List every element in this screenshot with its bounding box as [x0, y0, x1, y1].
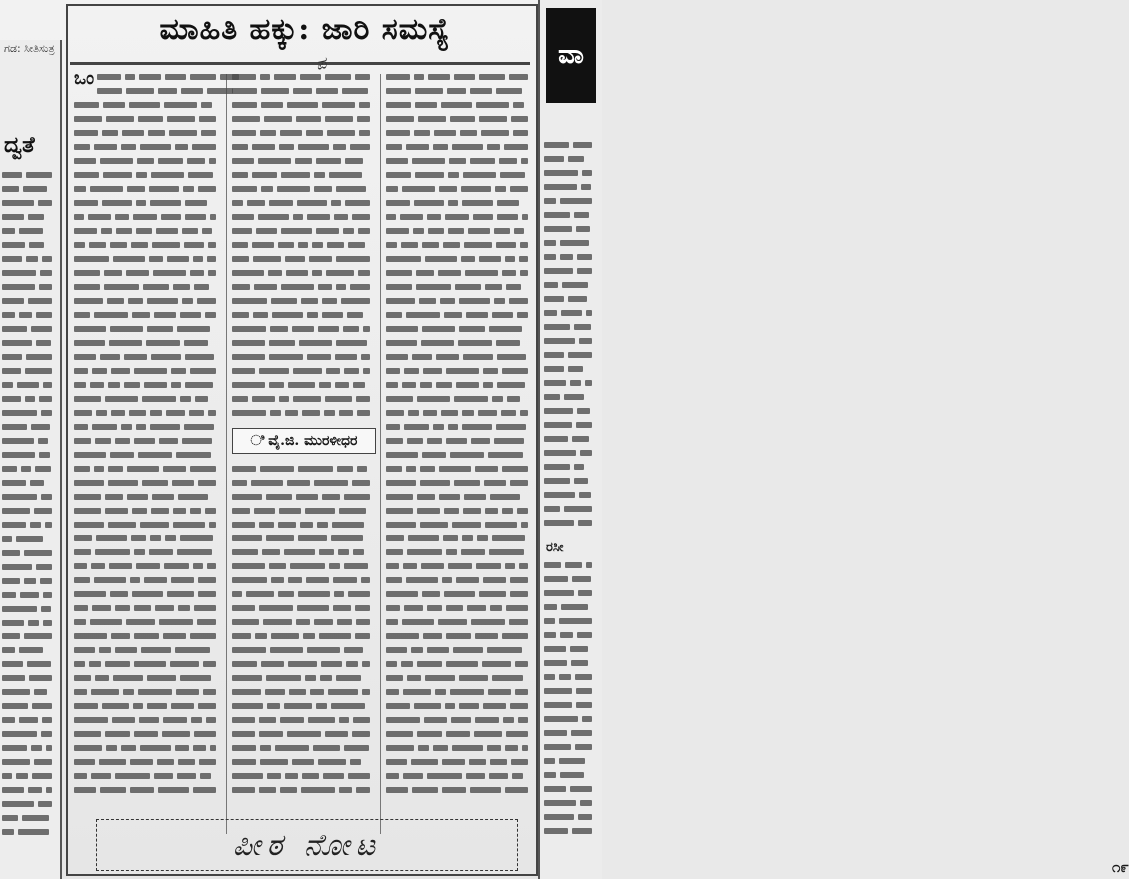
text-line: [544, 672, 598, 683]
text-line: [544, 560, 598, 571]
text-line: [74, 114, 222, 125]
text-line: [2, 366, 58, 377]
text-line: [232, 547, 380, 558]
text-line: [232, 757, 380, 768]
text-line: [544, 252, 598, 263]
text-line: [386, 394, 534, 405]
text-line: [74, 128, 222, 139]
text-line: [544, 448, 598, 459]
text-line: [2, 799, 58, 810]
text-line: [544, 658, 598, 669]
text-line: [544, 294, 598, 305]
right-column-tab: ವಾ: [546, 8, 596, 103]
text-line: [232, 631, 380, 642]
text-line: [232, 226, 380, 237]
text-line: [2, 170, 58, 181]
text-line: [74, 240, 222, 251]
text-line: [386, 268, 534, 279]
text-line: [74, 575, 222, 586]
footer-banner: ಪೀಠ ನೋಟ: [96, 819, 518, 871]
text-line: [232, 617, 380, 628]
text-line: [544, 462, 598, 473]
text-line: [386, 715, 534, 726]
text-line: [386, 673, 534, 684]
text-line: [232, 100, 380, 111]
text-line: [2, 604, 58, 615]
text-line: [386, 547, 534, 558]
text-line: [386, 380, 534, 391]
text-line: [232, 506, 380, 517]
text-line: [2, 673, 58, 684]
text-line: [232, 142, 380, 153]
page-number: ೧೯: [1112, 858, 1129, 876]
byline-name: ವೈ.ಜಿ. ಮುರಳೀಧರ: [268, 433, 358, 449]
text-line: [386, 701, 534, 712]
column-divider: [380, 74, 381, 834]
text-line: [232, 715, 380, 726]
text-line: [232, 114, 380, 125]
text-line: [74, 338, 222, 349]
text-line: [232, 603, 380, 614]
text-line: [2, 352, 58, 363]
text-line: [74, 617, 222, 628]
right-column-heading: ರಸೀ: [546, 540, 564, 555]
text-line: [74, 561, 222, 572]
text-line: [386, 492, 534, 503]
text-line: [232, 128, 380, 139]
text-line: [232, 533, 380, 544]
text-line: [544, 728, 598, 739]
text-line: [232, 785, 380, 796]
text-line: [544, 280, 598, 291]
text-line: [2, 226, 58, 237]
text-line: [386, 72, 534, 83]
text-line: [386, 785, 534, 796]
text-line: [386, 86, 534, 97]
text-line: [386, 659, 534, 670]
headline-rule: [70, 62, 530, 65]
text-line: [386, 142, 534, 153]
text-line: [544, 616, 598, 627]
text-line: [2, 408, 58, 419]
text-line: [74, 687, 222, 698]
text-line: [544, 350, 598, 361]
text-line: [386, 114, 534, 125]
left-column-header: ಗಡ: ಸೀತಿಸುತ್ರ: [4, 42, 55, 55]
text-line: [232, 729, 380, 740]
text-line: [544, 182, 598, 193]
text-line: [386, 533, 534, 544]
text-line: [74, 226, 222, 237]
text-line: [386, 408, 534, 419]
text-line: [2, 450, 58, 461]
text-line: [544, 700, 598, 711]
text-line: [386, 226, 534, 237]
text-line: [232, 268, 380, 279]
text-line: [232, 338, 380, 349]
text-line: [2, 520, 58, 531]
text-line: [2, 729, 58, 740]
text-line: [74, 296, 222, 307]
text-line: [386, 729, 534, 740]
text-line: [2, 631, 58, 642]
text-line: [544, 490, 598, 501]
text-line: [386, 757, 534, 768]
text-line: [386, 156, 534, 167]
text-line: [74, 422, 222, 433]
text-line: [2, 394, 58, 405]
text-line: [2, 436, 58, 447]
text-line: [74, 86, 222, 97]
text-line: [2, 212, 58, 223]
text-line: [386, 422, 534, 433]
text-line: [2, 268, 58, 279]
text-line: [2, 813, 58, 824]
text-line: [232, 701, 380, 712]
text-line: [2, 827, 58, 838]
text-line: [386, 296, 534, 307]
text-line: [232, 184, 380, 195]
text-line: [544, 770, 598, 781]
text-line: [544, 238, 598, 249]
text-line: [386, 589, 534, 600]
text-line: [74, 673, 222, 684]
text-line: [386, 310, 534, 321]
text-line: [232, 380, 380, 391]
text-line: [386, 631, 534, 642]
text-line: [232, 687, 380, 698]
text-line: [232, 464, 380, 475]
text-line: [386, 645, 534, 656]
text-line: [2, 296, 58, 307]
text-line: [74, 603, 222, 614]
text-line: [74, 478, 222, 489]
text-line: [232, 296, 380, 307]
text-line: [386, 464, 534, 475]
text-line: [74, 520, 222, 531]
text-line: [74, 506, 222, 517]
text-line: [386, 100, 534, 111]
text-line: [232, 771, 380, 782]
text-line: [386, 366, 534, 377]
column-divider: [226, 74, 227, 834]
text-line: [2, 548, 58, 559]
text-line: [544, 154, 598, 165]
text-line: [386, 198, 534, 209]
text-line: [232, 743, 380, 754]
article: [66, 4, 536, 879]
right-column-text: [544, 140, 598, 532]
text-line: [74, 170, 222, 181]
text-line: [2, 645, 58, 656]
text-line: [232, 352, 380, 363]
text-line: [544, 196, 598, 207]
text-line: [544, 392, 598, 403]
byline-box: [232, 428, 376, 454]
text-line: [232, 72, 380, 83]
text-line: [232, 282, 380, 293]
text-line: [544, 322, 598, 333]
text-line: [74, 282, 222, 293]
text-line: [74, 729, 222, 740]
text-line: [2, 422, 58, 433]
text-line: [2, 478, 58, 489]
text-line: [2, 701, 58, 712]
text-line: [544, 406, 598, 417]
handwritten-mark: ಪ: [314, 53, 329, 74]
text-line: [386, 184, 534, 195]
text-line: [74, 366, 222, 377]
text-line: [2, 534, 58, 545]
text-line: [2, 240, 58, 251]
text-line: [2, 771, 58, 782]
text-line: [2, 324, 58, 335]
text-line: [386, 282, 534, 293]
text-line: [386, 338, 534, 349]
text-line: [232, 254, 380, 265]
text-line: [74, 254, 222, 265]
text-line: [544, 714, 598, 725]
text-line: [2, 254, 58, 265]
text-line: [386, 478, 534, 489]
text-line: [2, 562, 58, 573]
text-line: [232, 240, 380, 251]
text-line: [386, 254, 534, 265]
text-line: [74, 324, 222, 335]
drop-cap: ಒಂ: [74, 68, 95, 89]
text-line: [2, 506, 58, 517]
text-line: [232, 86, 380, 97]
text-line: [544, 434, 598, 445]
text-line: [2, 492, 58, 503]
text-line: [544, 504, 598, 515]
headline: ಮಾಹಿತಿ ಹಕ್ಕು: ಜಾರಿ ಸಮಸ್ಯೆ: [159, 12, 451, 47]
text-line: [386, 603, 534, 614]
text-line: [74, 771, 222, 782]
text-line: [544, 798, 598, 809]
text-line: [386, 128, 534, 139]
text-line: [232, 520, 380, 531]
left-adjacent-column: [0, 40, 62, 879]
text-line: [386, 506, 534, 517]
text-line: [232, 561, 380, 572]
text-line: [2, 198, 58, 209]
text-line: [544, 812, 598, 823]
text-line: [2, 687, 58, 698]
text-line: [2, 282, 58, 293]
left-column-title: ದ್ವತೆ: [4, 132, 35, 158]
text-line: [386, 170, 534, 181]
text-line: [232, 366, 380, 377]
text-line: [2, 576, 58, 587]
text-line: [74, 394, 222, 405]
text-line: [74, 589, 222, 600]
text-line: [232, 324, 380, 335]
text-line: [386, 324, 534, 335]
text-line: [74, 352, 222, 363]
text-line: [386, 240, 534, 251]
text-line: [544, 476, 598, 487]
text-line: [2, 380, 58, 391]
text-line: [74, 492, 222, 503]
text-line: [544, 756, 598, 767]
text-line: [386, 450, 534, 461]
article-column-3: [386, 72, 534, 799]
text-line: [544, 784, 598, 795]
text-line: [74, 268, 222, 279]
text-line: [74, 72, 222, 83]
text-line: [386, 520, 534, 531]
text-line: [74, 380, 222, 391]
text-line: [544, 826, 598, 837]
text-line: [74, 100, 222, 111]
text-line: [74, 533, 222, 544]
right-adjacent-column: [538, 0, 1129, 879]
text-line: [232, 394, 380, 405]
text-line: [544, 574, 598, 585]
text-line: [232, 212, 380, 223]
text-line: [2, 338, 58, 349]
text-line: [2, 743, 58, 754]
text-line: [544, 378, 598, 389]
text-line: [74, 156, 222, 167]
text-line: [74, 757, 222, 768]
text-line: [74, 743, 222, 754]
text-line: [386, 352, 534, 363]
text-line: [386, 436, 534, 447]
text-line: [544, 140, 598, 151]
text-line: [386, 212, 534, 223]
byline-mark: ಿ: [250, 433, 265, 449]
text-line: [232, 492, 380, 503]
text-line: [544, 364, 598, 375]
text-line: [386, 561, 534, 572]
text-line: [2, 184, 58, 195]
text-line: [74, 184, 222, 195]
text-line: [2, 464, 58, 475]
text-line: [232, 673, 380, 684]
text-line: [386, 771, 534, 782]
text-line: [544, 686, 598, 697]
text-line: [74, 785, 222, 796]
text-line: [544, 518, 598, 529]
text-line: [74, 701, 222, 712]
text-line: [232, 478, 380, 489]
article-column-1: [74, 68, 222, 799]
text-line: [74, 464, 222, 475]
text-line: [74, 198, 222, 209]
text-line: [2, 310, 58, 321]
text-line: [232, 589, 380, 600]
text-line: [544, 644, 598, 655]
text-line: [544, 168, 598, 179]
text-line: [2, 757, 58, 768]
text-line: [544, 224, 598, 235]
text-line: [386, 687, 534, 698]
text-line: [232, 408, 380, 419]
text-line: [386, 617, 534, 628]
text-line: [74, 212, 222, 223]
text-line: [232, 645, 380, 656]
text-line: [386, 575, 534, 586]
text-line: [386, 743, 534, 754]
text-line: [544, 266, 598, 277]
text-line: [2, 618, 58, 629]
text-line: [544, 742, 598, 753]
text-line: [544, 308, 598, 319]
text-line: [74, 659, 222, 670]
text-line: [74, 408, 222, 419]
text-line: [232, 198, 380, 209]
text-line: [74, 715, 222, 726]
text-line: [232, 170, 380, 181]
text-line: [544, 210, 598, 221]
text-line: [74, 631, 222, 642]
text-line: [232, 575, 380, 586]
text-line: [544, 602, 598, 613]
text-line: [74, 310, 222, 321]
text-line: [2, 715, 58, 726]
text-line: [544, 336, 598, 347]
text-line: [74, 436, 222, 447]
text-line: [232, 156, 380, 167]
text-line: [544, 588, 598, 599]
text-line: [74, 645, 222, 656]
left-column-text: [2, 170, 58, 841]
text-line: [2, 785, 58, 796]
text-line: [2, 590, 58, 601]
text-line: [544, 630, 598, 641]
text-line: [2, 659, 58, 670]
text-line: [232, 659, 380, 670]
text-line: [74, 450, 222, 461]
text-line: [74, 547, 222, 558]
text-line: [544, 420, 598, 431]
text-line: [74, 142, 222, 153]
right-column-text: [544, 560, 598, 840]
text-line: [232, 310, 380, 321]
